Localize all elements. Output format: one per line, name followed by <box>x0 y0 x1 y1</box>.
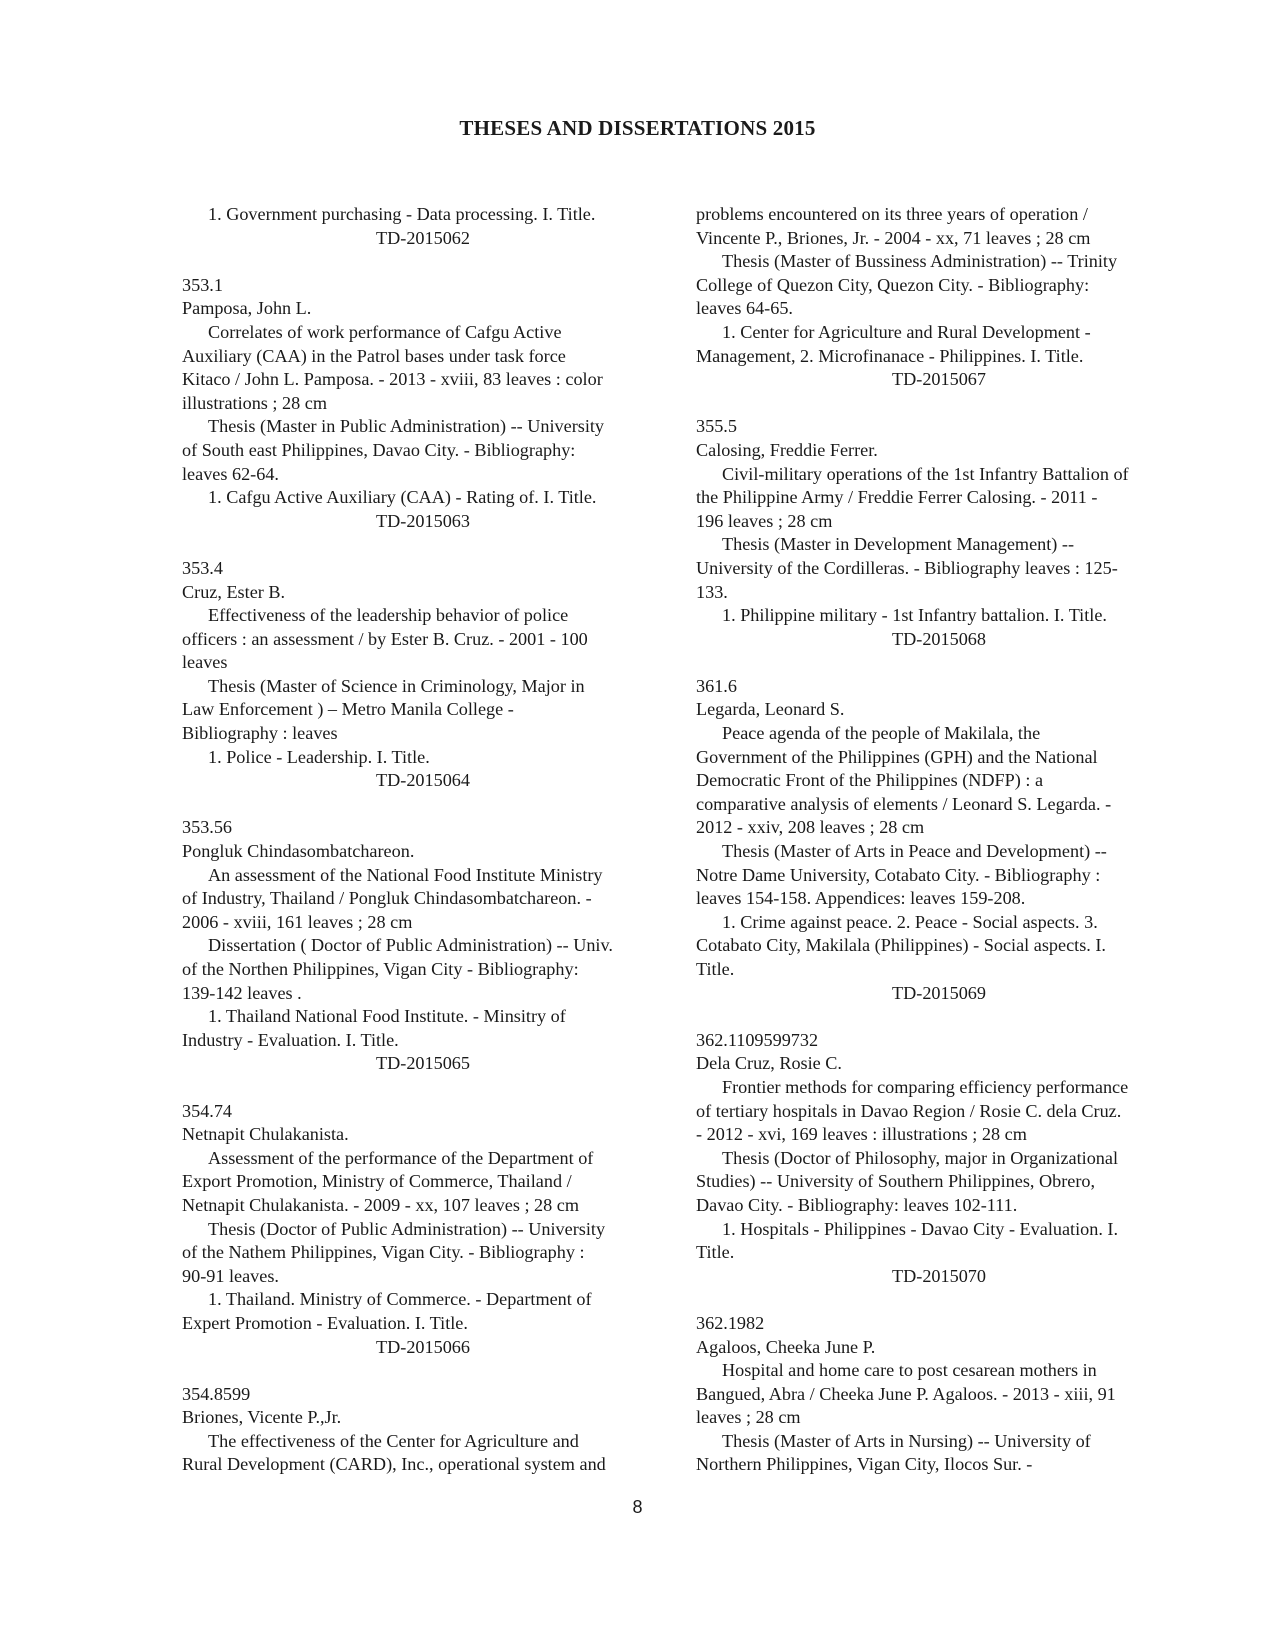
class-number: 353.1 <box>182 274 223 295</box>
title-statement: Hospital and home care to post cesarean mothers in Bangued, Abra / Cheeka June P. Agaloos. - 2013 - xiii, 91 leaves ; 28 cm <box>696 1360 1116 1428</box>
thesis-note: Thesis (Master of Science in Criminology, Major in Law Enforcement ) – Metro Manila College - Bibliography : leaves <box>182 675 585 744</box>
catalog-entry <box>182 816 664 1076</box>
record-id: TD-2015062 <box>376 227 470 248</box>
class-number: 353.4 <box>182 557 223 578</box>
subject-headings: 1. Thailand. Ministry of Commerce. - Department of Expert Promotion - Evaluation. I. Title. <box>182 1289 592 1333</box>
author: Pongluk Chindasombatchareon. <box>182 841 415 862</box>
thesis-note: Thesis (Master of Bussiness Administration) -- Trinity College of Quezon City, Quezon City. - Bibliography: leaves 64-65. <box>696 251 1118 319</box>
page-number: 8 <box>632 1497 643 1517</box>
catalog-entry <box>182 1100 664 1360</box>
thesis-note: Thesis (Master in Public Administration) -- University of South east Philippines, Davao City. - Bibliography: leaves 62-64. <box>182 416 605 484</box>
catalog-entry <box>696 1312 1182 1477</box>
record-id: TD-2015065 <box>376 1053 470 1074</box>
author: Briones, Vicente P.,Jr. <box>182 1407 342 1428</box>
class-number: 354.8599 <box>182 1383 251 1404</box>
class-number: 362.1982 <box>696 1312 765 1333</box>
thesis-note: Dissertation ( Doctor of Public Administration) -- Univ. of the Northen Philippines, Vigan City - Bibliography: 139-142 leaves . <box>182 935 613 1003</box>
thesis-note: Thesis (Master of Arts in Peace and Development) -- Notre Dame University, Cotabato City. - Bibliography : leaves 154-158. Appendices: leaves 159-208. <box>696 841 1107 909</box>
catalog-entry <box>696 1029 1182 1289</box>
record-id: TD-2015063 <box>376 510 470 531</box>
record-id: TD-2015066 <box>376 1336 470 1357</box>
catalog-entry <box>182 203 664 250</box>
thesis-note: Thesis (Doctor of Philosophy, major in Organizational Studies) -- University of Southern Philippines, Obrero, Davao City. - Bibliography: leaves 102-111. <box>696 1147 1119 1215</box>
thesis-note: Thesis (Master of Arts in Nursing) -- University of Northern Philippines, Vigan City, Ilocos Sur. - <box>696 1430 1091 1475</box>
subject-headings: 1. Center for Agriculture and Rural Development - Management, 2. Microfinanace - Philippines. I. Title. <box>696 321 1091 366</box>
author: Pamposa, John L. <box>182 298 312 319</box>
subject-headings: 1. Crime against peace. 2. Peace - Social aspects. 3. Cotabato City, Makilala (Philippines) - Social aspects. I. Title. <box>696 911 1106 979</box>
thesis-note: Thesis (Master in Development Management) -- University of the Cordilleras. - Bibliography leaves : 125- 133. <box>696 534 1118 602</box>
class-number: 355.5 <box>696 416 737 437</box>
catalog-entry <box>696 203 1182 392</box>
thesis-note: Thesis (Doctor of Public Administration) -- University of the Nathem Philippines, Vigan City. - Bibliography : 90-91 leaves. <box>182 1218 606 1286</box>
subject-headings: 1. Police - Leadership. I. Title. <box>208 746 430 767</box>
author: Dela Cruz, Rosie C. <box>696 1053 842 1074</box>
record-id: TD-2015069 <box>892 982 986 1003</box>
record-id: TD-2015067 <box>892 369 986 390</box>
title-statement: Frontier methods for comparing efficiency performance of tertiary hospitals in Davao Region / Rosie C. dela Cruz. - 2012 - xvi, 169 leaves : illustrations ; 28 cm <box>696 1076 1129 1145</box>
left-column <box>182 203 664 1477</box>
catalog-entry <box>696 415 1182 651</box>
title-statement: The effectiveness of the Center for Agriculture and Rural Development (CARD), Inc., operational system and <box>182 1430 606 1475</box>
title-statement: Correlates of work performance of Cafgu Active Auxiliary (CAA) in the Patrol bases under task force Kitaco / John L. Pamposa. - 2013 - xviii, 83 leaves : color illustrations ; 28 cm <box>182 321 603 413</box>
record-id: TD-2015064 <box>376 770 470 791</box>
author: Cruz, Ester B. <box>182 581 286 602</box>
title-statement: An assessment of the National Food Institute Ministry of Industry, Thailand / Pongluk Chindasombatchareon. - 2006 - xviii, 161 leaves ; 28 cm <box>182 864 603 932</box>
class-number: 354.74 <box>182 1100 233 1121</box>
catalog-entry <box>182 274 664 534</box>
author: Netnapit Chulakanista. <box>182 1124 349 1145</box>
catalog-entry <box>696 675 1182 1005</box>
author: Agaloos, Cheeka June P. <box>696 1336 876 1357</box>
subject-headings: 1. Cafgu Active Auxiliary (CAA) - Rating of. I. Title. <box>208 487 597 508</box>
catalog-entry <box>182 557 664 793</box>
title-statement: Assessment of the performance of the Department of Export Promotion, Ministry of Commerce, Thailand / Netnapit Chulakanista. - 2009 - xx, 107 leaves ; 28 cm <box>182 1147 594 1215</box>
subject-headings: 1. Thailand National Food Institute. - Minsitry of Industry - Evaluation. I. Title. <box>182 1006 566 1050</box>
class-number: 353.56 <box>182 817 233 838</box>
catalog-entry <box>182 1383 664 1477</box>
subject-headings: 1. Government purchasing - Data processing. I. Title. <box>208 204 596 224</box>
title-statement: Peace agenda of the people of Makilala, the Government of the Philippines (GPH) and the National Democratic Front of the Philippines (NDFP) : a comparative analysis of elements / Leonard S. Legarda. - 2012 - xxiv, 208 leaves ; 28 cm <box>696 723 1112 838</box>
class-number: 361.6 <box>696 675 737 696</box>
title-statement: Effectiveness of the leadership behavior of police officers : an assessment / by Ester B. Cruz. - 2001 - 100 leaves <box>182 605 588 673</box>
record-id: TD-2015070 <box>892 1265 986 1286</box>
class-number: 362.1109599732 <box>696 1029 819 1050</box>
subject-headings: 1. Hospitals - Philippines - Davao City - Evaluation. I. Title. <box>696 1218 1119 1263</box>
title-statement: problems encountered on its three years of operation / Vincente P., Briones, Jr. - 2004 - xx, 71 leaves ; 28 cm <box>696 204 1091 248</box>
page-title: THESES AND DISSERTATIONS 2015 <box>459 116 816 140</box>
author: Calosing, Freddie Ferrer. <box>696 439 878 460</box>
record-id: TD-2015068 <box>892 628 986 649</box>
right-column <box>696 203 1182 1477</box>
subject-headings: 1. Philippine military - 1st Infantry battalion. I. Title. <box>722 605 1107 626</box>
author: Legarda, Leonard S. <box>696 699 845 720</box>
title-statement: Civil-military operations of the 1st Infantry Battalion of the Philippine Army / Freddie Ferrer Calosing. - 2011 - 196 leaves ; 28 cm <box>696 463 1129 531</box>
